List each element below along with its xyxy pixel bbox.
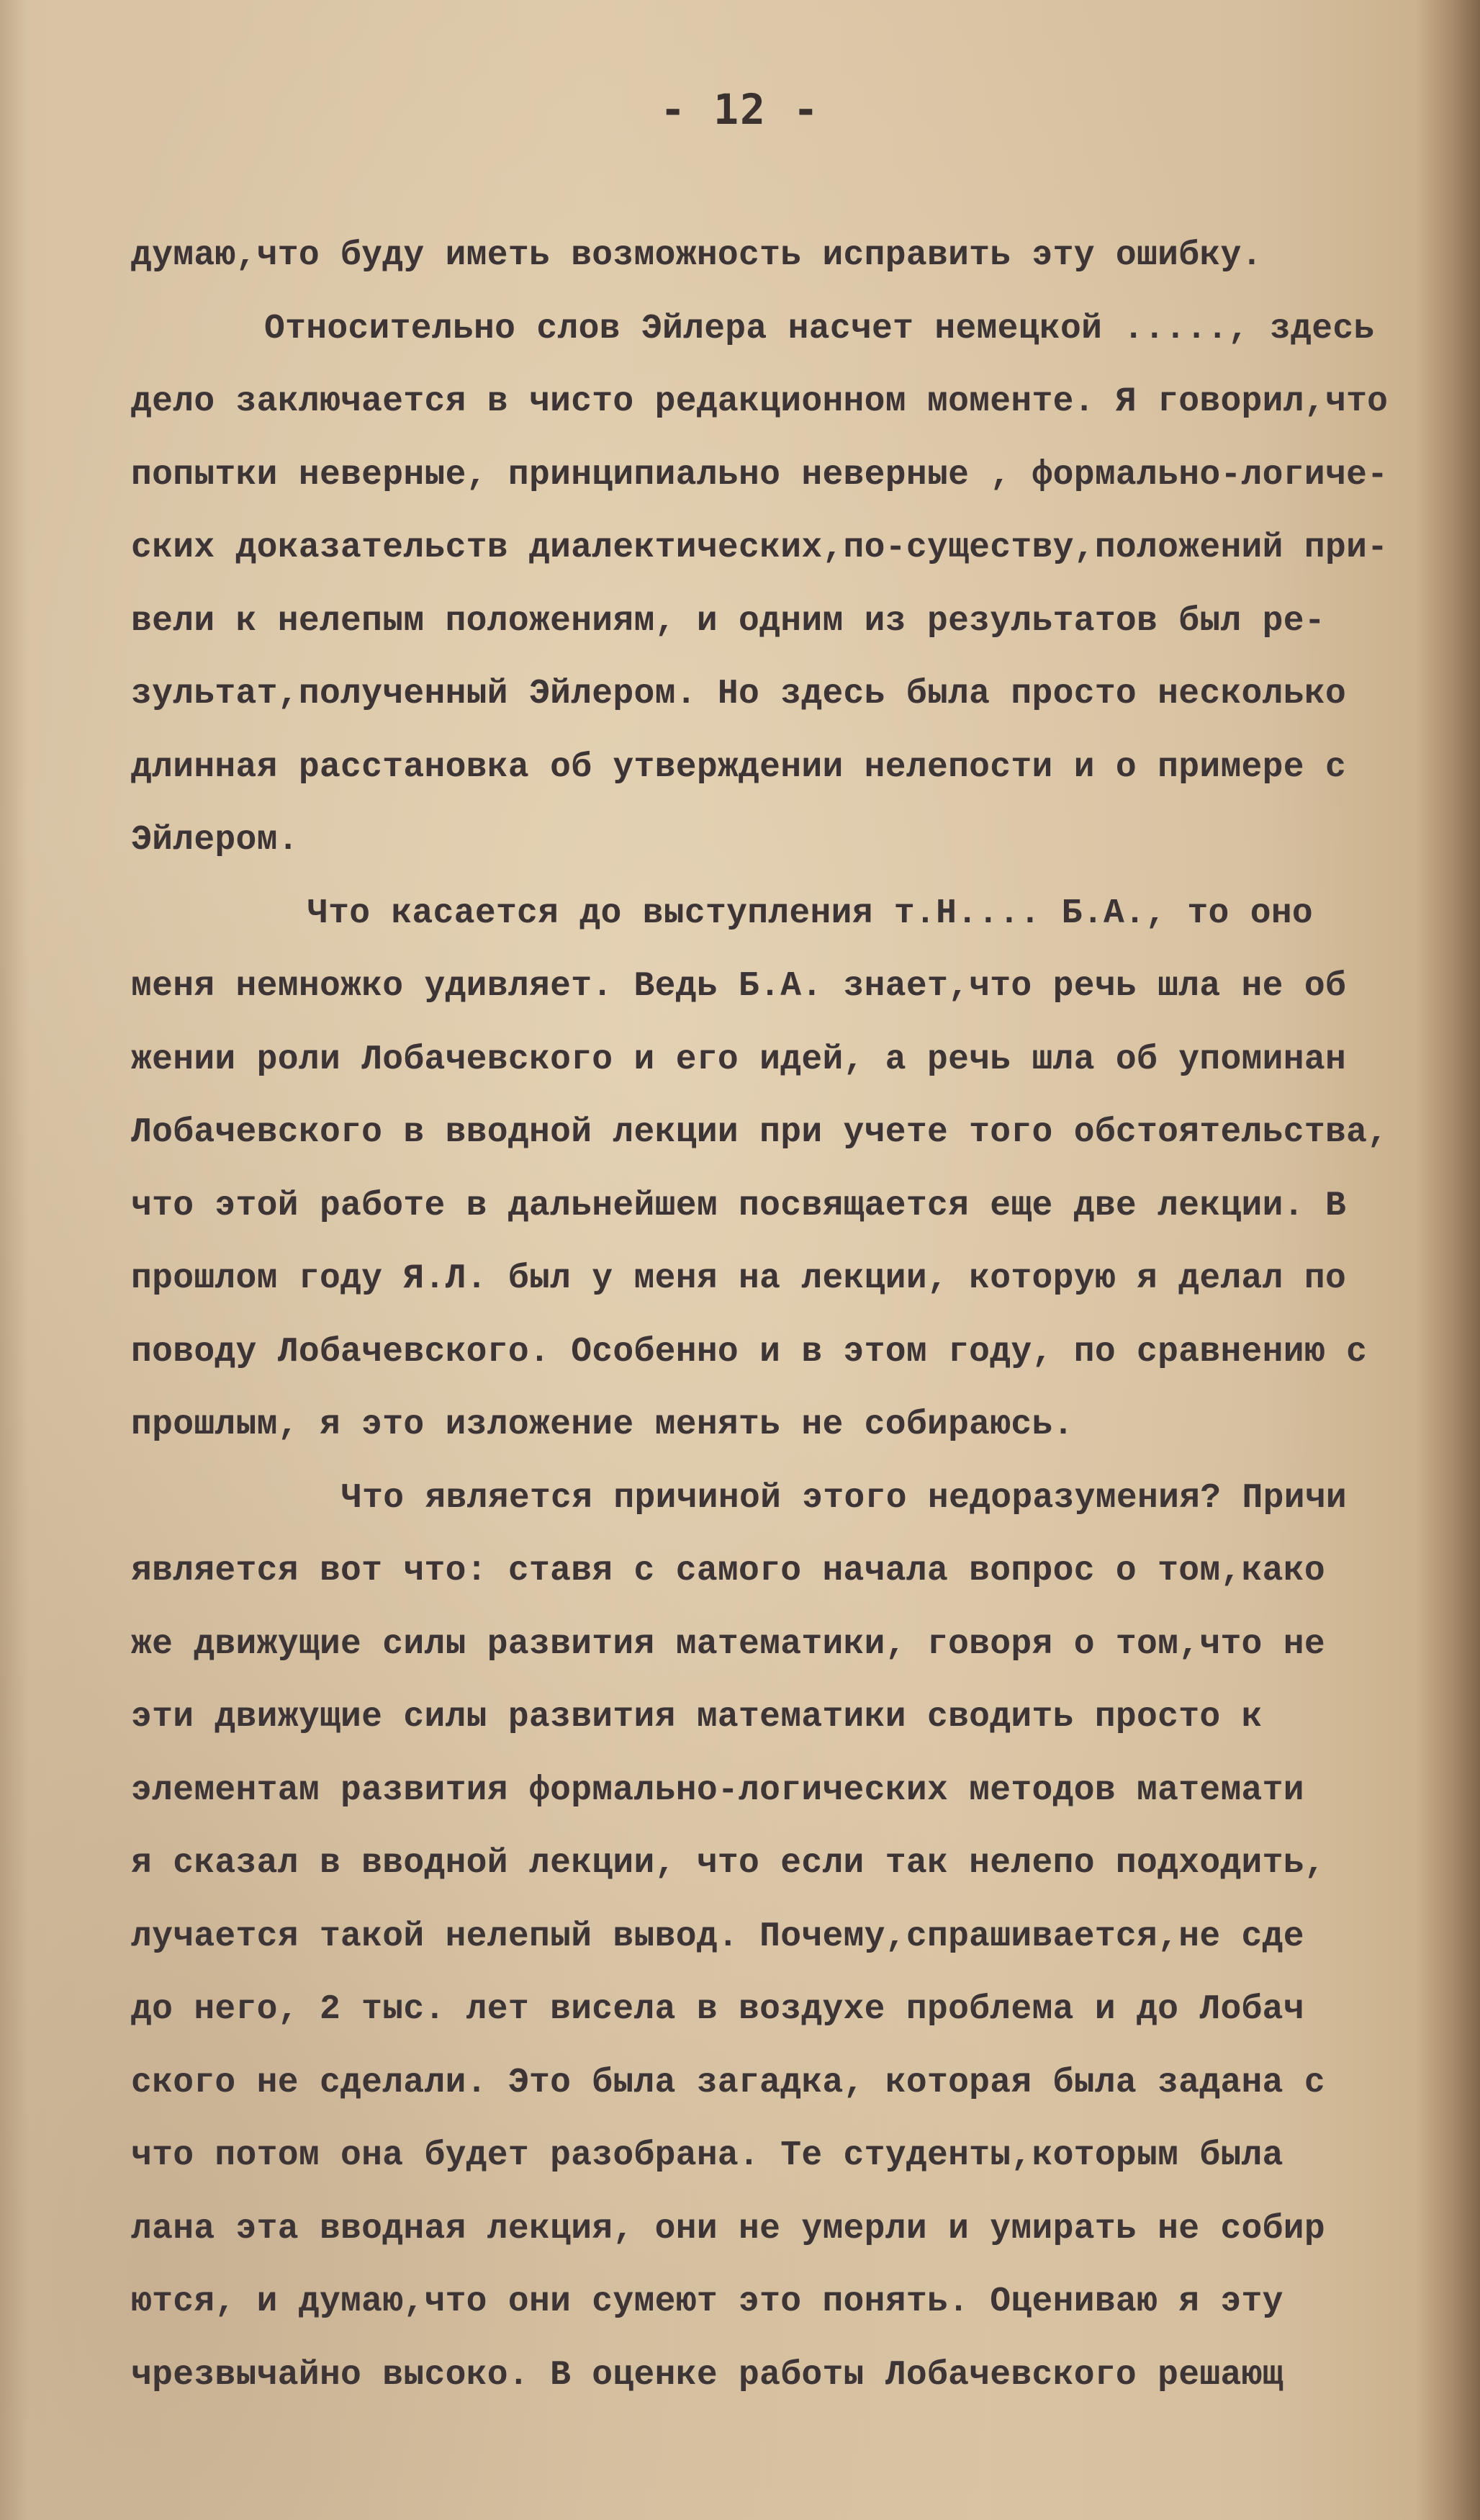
text-line: эти движущие силы развития математики сводить просто к — [131, 1698, 1263, 1737]
text-line: является вот что: ставя с самого начала вопрос о том,како — [131, 1552, 1325, 1590]
text-line: зультат,полученный Эйлером. Но здесь была просто несколько — [131, 675, 1347, 714]
text-line: длинная расстановка об утверждении нелепости и о примере с — [131, 747, 1347, 787]
text-line: думаю,что буду иметь возможность исправить эту ошибку. — [131, 236, 1263, 275]
text-line: до него, 2 тыс. лет висела в воздухе проблема и до Лобач — [131, 1990, 1304, 2029]
text-line: же движущие силы развития математики, говоря о том,что не — [131, 1624, 1325, 1664]
text-line: вели к нелепым положениям, и одним из результатов был ре- — [131, 601, 1325, 641]
text-line: ются, и думаю,что они сумеют это понять. Оцениваю я эту — [131, 2282, 1283, 2321]
text-line: Лобачевского в вводной лекции при учете того обстоятельства, — [131, 1113, 1389, 1152]
text-line: я сказал в вводной лекции, что если так нелепо подходить, — [131, 1844, 1325, 1883]
text-line: поводу Лобачевского. Особенно и в этом году, по сравнению с — [131, 1332, 1368, 1372]
text-line: элементам развития формально-логических методов математи — [131, 1770, 1304, 1810]
page-number: - 12 - — [660, 85, 820, 134]
text-line: Относительно слов Эйлера насчет немецкой ....., здесь — [264, 309, 1375, 348]
text-line: прошлым, я это изложение менять не собираюсь. — [131, 1405, 1074, 1444]
text-line: жении роли Лобачевского и его идей, а речь шла об упоминан — [131, 1040, 1347, 1079]
text-line: ского не сделали. Это была загадка, которая была задана с — [131, 2063, 1325, 2102]
text-line: лана эта вводная лекция, они не умерли и умирать не собир — [131, 2209, 1325, 2249]
body-text — [131, 220, 1463, 2412]
left-fold-shadow — [0, 0, 29, 2520]
text-line: попытки неверные, принципиально неверные , формально-логиче- — [131, 455, 1389, 495]
text-line: что потом она будет разобрана. Те студенты,которым была — [131, 2136, 1283, 2175]
text-line: Эйлером. — [131, 821, 299, 860]
text-line: лучается такой нелепый вывод. Почему,спрашивается,не сде — [131, 1917, 1304, 1956]
text-line: Что касается до выступления т.Н.... Б.А., то оно — [307, 894, 1314, 933]
text-line: дело заключается в чисто редакционном моменте. Я говорил,что — [131, 382, 1389, 421]
text-line: что этой работе в дальнейшем посвящается еще две лекции. В — [131, 1186, 1347, 1225]
text-line: ских доказательств диалектических,по-существу,положений при- — [131, 528, 1389, 567]
text-line: Что является причиной этого недоразумения? Причи — [341, 1478, 1348, 1518]
text-line: чрезвычайно высоко. В оценке работы Лобачевского решающ — [131, 2355, 1283, 2395]
text-line: меня немножко удивляет. Ведь Б.А. знает,что речь шла не об — [131, 967, 1347, 1006]
text-line: прошлом году Я.Л. был у меня на лекции, которую я делал по — [131, 1259, 1347, 1298]
